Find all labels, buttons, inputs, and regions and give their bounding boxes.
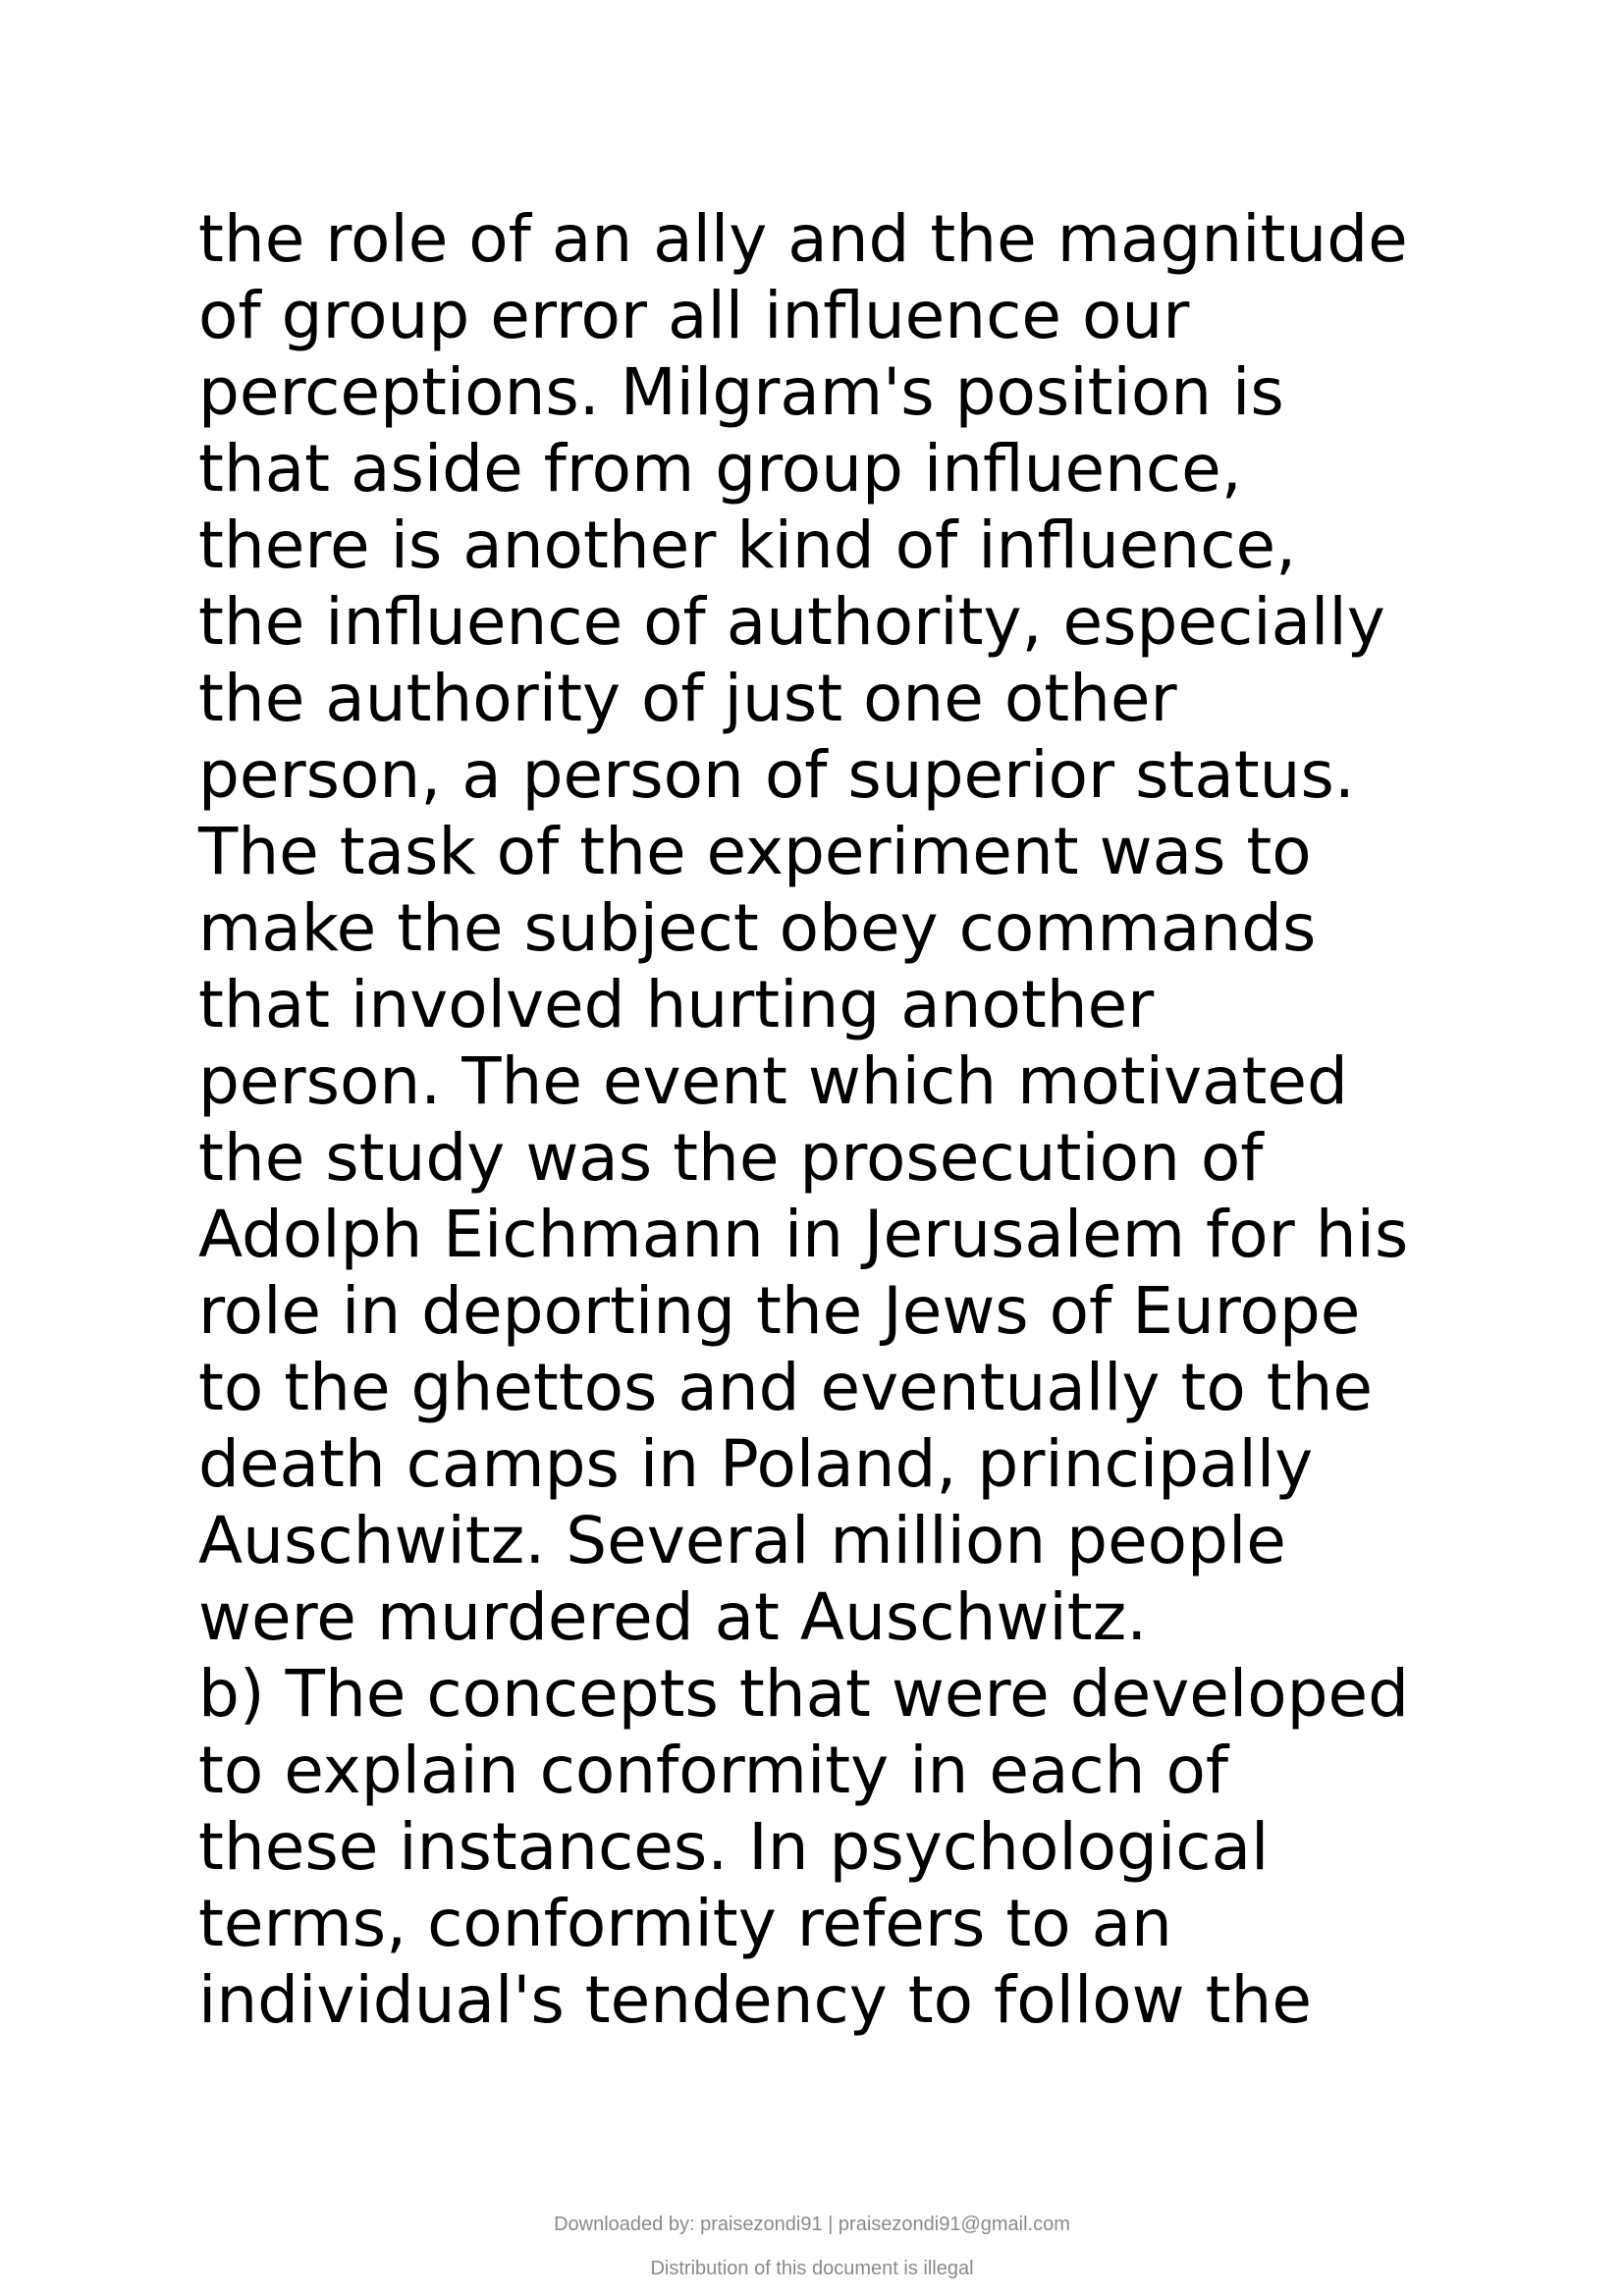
text-line: Auschwitz. Several million people — [198, 1503, 1286, 1578]
text-line: to the ghettos and eventually to the — [198, 1350, 1374, 1425]
text-line: death camps in Poland, principally — [198, 1426, 1314, 1502]
text-line: the role of an ally and the magnitude — [198, 201, 1408, 277]
text-line: that involved hurting another — [198, 967, 1155, 1042]
footer-download-info: Downloaded by: praisezondi91 | praisezondi91@gmail.com — [554, 2214, 1070, 2235]
text-line: Adolph Eichmann in Jerusalem for his — [198, 1197, 1409, 1272]
text-line: terms, conformity refers to an — [198, 1886, 1172, 1961]
text-line: were murdered at Auschwitz. — [198, 1579, 1148, 1655]
text-line: that aside from group influence, — [198, 431, 1242, 507]
text-line: role in deporting the Jews of Europe — [198, 1273, 1361, 1349]
text-line: person, a person of superior status. — [198, 737, 1355, 813]
footer-distribution-notice: Distribution of this document is illegal — [650, 2258, 974, 2279]
text-line: perceptions. Milgram's position is — [198, 354, 1284, 430]
text-line: of group error all influence our — [198, 278, 1190, 353]
text-line: there is another kind of influence, — [198, 507, 1297, 583]
text-line: individual's tendency to follow the — [198, 1962, 1312, 2038]
text-line: the influence of authority, especially — [198, 584, 1385, 660]
text-line: b) The concepts that were developed — [198, 1656, 1410, 1732]
text-line: the study was the prosecution of — [198, 1120, 1264, 1196]
text-line: make the subject obey commands — [198, 890, 1317, 966]
body-text — [198, 201, 1494, 2039]
text-line: the authority of just one other — [198, 661, 1177, 736]
text-line: these instances. In psychological — [198, 1809, 1270, 1885]
text-line: person. The event which motivated — [198, 1043, 1348, 1119]
text-line: to explain conformity in each of — [198, 1733, 1229, 1808]
text-line: The task of the experiment was to — [198, 814, 1312, 889]
